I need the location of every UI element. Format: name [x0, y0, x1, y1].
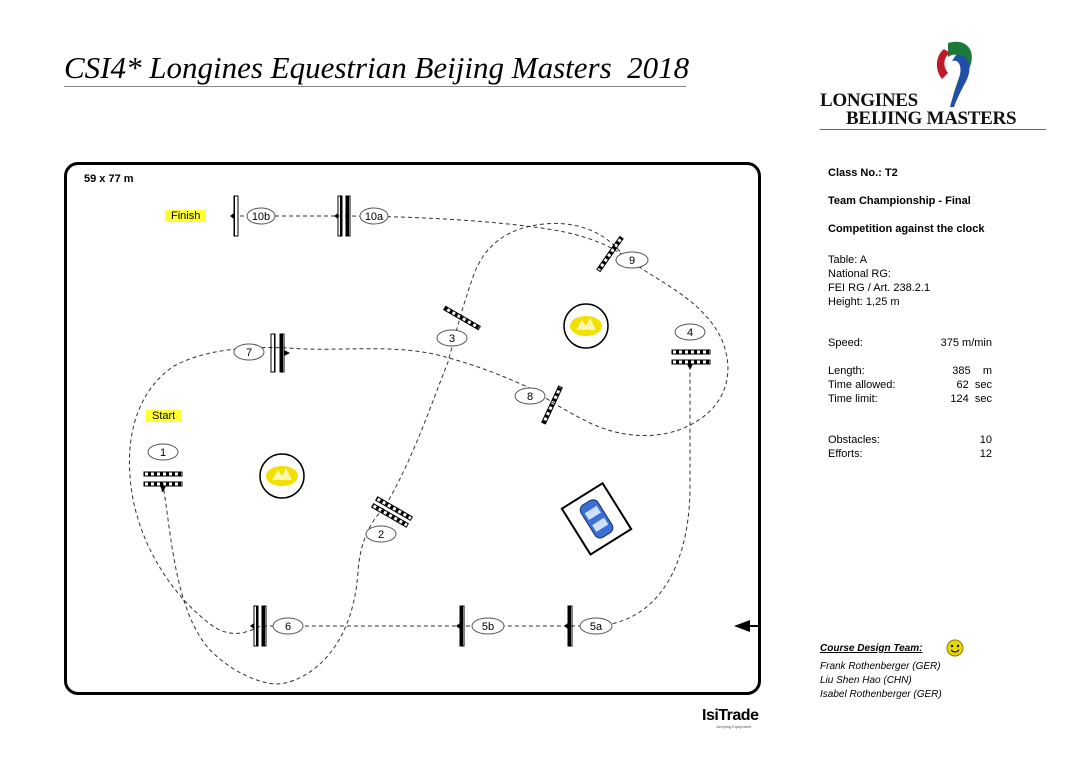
- obstacles-label: Obstacles:: [828, 434, 880, 446]
- table-info: Table: A: [828, 254, 868, 266]
- competition-type: Competition against the clock: [828, 223, 985, 235]
- isitrade-tagline: Jumping Equipment: [716, 724, 752, 729]
- time-limit-label: Time limit:: [828, 393, 878, 405]
- length-value: 385 m: [952, 365, 992, 377]
- car-display: [562, 483, 631, 554]
- obstacle-6-fence: [250, 606, 266, 646]
- svg-text:7: 7: [245, 347, 253, 359]
- speed-label: Speed:: [828, 337, 863, 349]
- svg-text:10a: 10a: [364, 211, 384, 223]
- obstacle-label-9: [616, 252, 648, 268]
- svg-text:4: 4: [686, 327, 694, 339]
- svg-text:2: 2: [377, 529, 385, 541]
- obstacle-5b-fence: [456, 606, 464, 646]
- course-map: [64, 162, 761, 695]
- efforts-label: Efforts:: [828, 448, 863, 460]
- obstacle-label-4: [675, 324, 705, 340]
- length-label: Length:: [828, 365, 865, 377]
- obstacle-9-fence: [597, 236, 623, 271]
- national-rg: National RG:: [828, 268, 891, 280]
- isitrade-logo: IsiTrade: [702, 707, 759, 724]
- obstacle-label-7: [234, 344, 264, 360]
- obstacle-1-fence: [144, 472, 182, 492]
- planter-decoration-left: [260, 454, 304, 498]
- obstacle-label-5a: [580, 618, 612, 634]
- course-path: [129, 223, 727, 684]
- obstacle-2-fence: [372, 497, 413, 527]
- designer-2: Liu Shen Hao (CHN): [820, 675, 912, 686]
- obstacle-label-6: [273, 618, 303, 634]
- planter-decoration-right: [564, 304, 608, 348]
- obstacle-4-fence: [672, 350, 710, 370]
- height-info: Height: 1,25 m: [828, 296, 900, 308]
- speed-value: 375 m/min: [940, 337, 992, 349]
- svg-text:10b: 10b: [251, 211, 271, 223]
- arena-size-label: 59 x 77 m: [84, 173, 134, 185]
- efforts-value: 12: [979, 448, 992, 460]
- smiley-icon: [946, 639, 964, 657]
- logo-line-2: BEIJING MASTERS: [846, 108, 1017, 129]
- obstacle-label-10b: [247, 208, 275, 224]
- page-title: CSI4* Longines Equestrian Beijing Masters 2018: [64, 50, 690, 85]
- svg-text:5a: 5a: [589, 621, 603, 633]
- length-row: [828, 365, 992, 377]
- logo-line-1: LONGINES: [820, 90, 918, 111]
- obstacle-label-3: [437, 330, 467, 346]
- designer-3: Isabel Rothenberger (GER): [820, 689, 942, 700]
- svg-text:5b: 5b: [481, 621, 495, 633]
- time-limit-value: 124 sec: [950, 393, 992, 405]
- efforts-row: [828, 448, 992, 460]
- obstacle-label-5b: [472, 618, 504, 634]
- time-allowed-value: 62 sec: [956, 379, 992, 391]
- obstacle-10a-fence: [334, 196, 350, 236]
- start-label: Start: [146, 410, 181, 422]
- speed-row: [828, 337, 992, 349]
- svg-text:1: 1: [159, 447, 167, 459]
- obstacle-label-10a: [360, 208, 388, 224]
- svg-text:8: 8: [526, 391, 534, 403]
- course-design-heading: Course Design Team:: [820, 643, 923, 654]
- obstacle-10b-fence: [230, 196, 238, 236]
- entrance-arrow-icon: [734, 620, 761, 632]
- fei-rg: FEI RG / Art. 238.2.1: [828, 282, 931, 294]
- obstacles-value: 10: [979, 434, 992, 446]
- class-number: Class No.: T2: [828, 167, 898, 179]
- svg-text:6: 6: [284, 621, 292, 633]
- obstacle-7-fence: [271, 334, 290, 372]
- time-allowed-row: [828, 379, 992, 391]
- obstacle-label-8: [515, 388, 545, 404]
- svg-text:9: 9: [628, 255, 636, 267]
- svg-text:3: 3: [448, 333, 456, 345]
- obstacle-5a-fence: [564, 606, 572, 646]
- finish-label: Finish: [165, 210, 206, 222]
- obstacle-label-1: [148, 444, 178, 460]
- time-allowed-label: Time allowed:: [828, 379, 896, 391]
- logo-underline: [820, 129, 1046, 130]
- title-underline: [64, 86, 686, 87]
- obstacle-8-fence: [542, 386, 563, 424]
- time-limit-row: [828, 393, 992, 405]
- course-path-upper: [240, 216, 630, 260]
- class-name: Team Championship - Final: [828, 195, 971, 207]
- obstacle-label-2: [366, 526, 396, 542]
- obstacles-row: [828, 434, 992, 446]
- longines-logo: [818, 35, 1053, 135]
- designer-1: Frank Rothenberger (GER): [820, 661, 941, 672]
